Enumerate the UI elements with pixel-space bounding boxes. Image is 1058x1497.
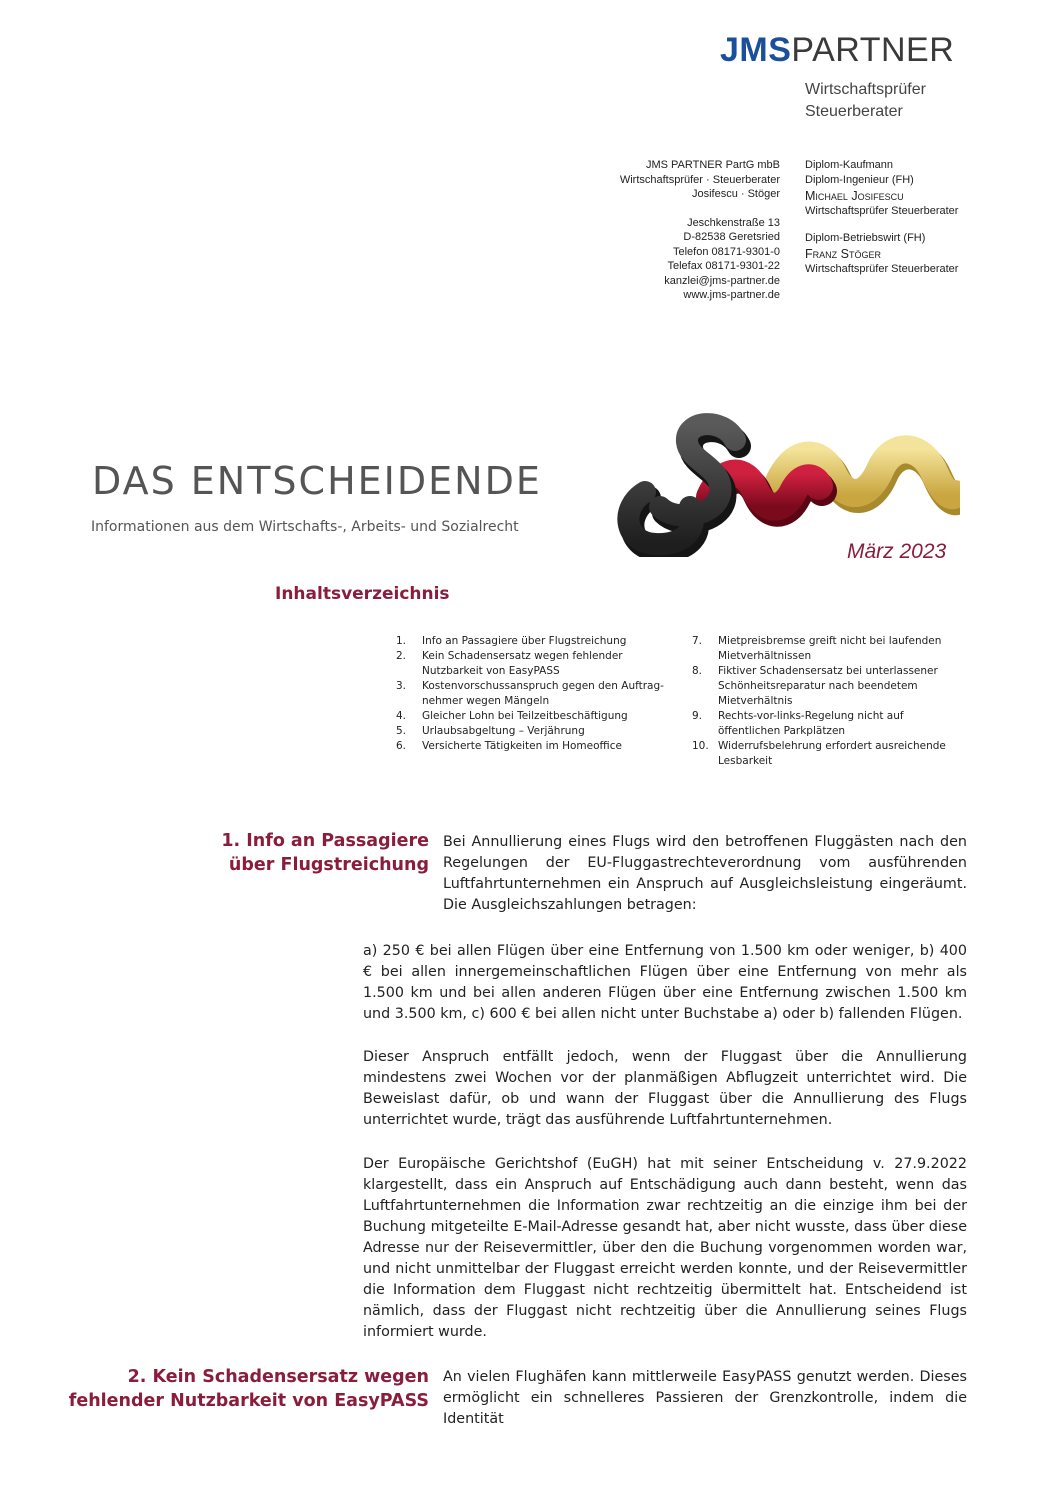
toc-item-number: 3. bbox=[396, 680, 407, 692]
section2-heading-line: fehlender Nutzbarkeit von EasyPASS bbox=[68, 1391, 429, 1411]
toc-item-text: Kostenvorschussanspruch gegen den Auftragnehmer wegen Mängeln bbox=[422, 680, 664, 707]
partners-block bbox=[805, 158, 958, 277]
toc-item[interactable] bbox=[692, 709, 964, 739]
section1-paragraph: a) 250 € bei allen Flügen über eine Entfernung von 1.500 km oder weniger, b) 400 € bei allen innergemeinschaftlichen Flügen über eine Entfernung von mehr als 1.500 km und bei allen anderen Flügen über eine Entfernung zwischen 1.500 km und 3.500 km, c) 600 € bei allen nicht unter Buchstabe a) oder b) fallenden Flügen. bbox=[363, 943, 967, 1022]
partner2-degree: Diplom-Betriebswirt (FH) bbox=[805, 232, 926, 244]
toc-item[interactable] bbox=[396, 649, 668, 679]
toc-item-text: Info an Passagiere über Flugstreichung bbox=[422, 635, 627, 647]
toc-item-text: Kein Schadensersatz wegen fehlender Nutzbarkeit von EasyPASS bbox=[422, 650, 623, 677]
section2-heading bbox=[69, 1365, 429, 1413]
section1-paragraph: Der Europäische Gerichtshof (EuGH) hat mit seiner Entscheidung v. 27.9.2022 klargestellt, dass ein Anspruch auf Entschädigung auch dann besteht, wenn das Luftfahrtunternehmen die Information zwar rechtzeitig an die einzige ihm bei der Buchung mitgeteilte E-Mail-Adresse gesandt hat, aber nicht wusste, dass über diese Adresse nur der Reisevermittler, über den die Buchung vorgenommen worden war, und nicht unmittelbar der Fluggast erreicht werden konnte, und der Reisevermittler die Information dem Fluggast nicht rechtzeitig übermittelt hat. Entscheidend ist nämlich, dass der Fluggast nicht rechtzeitig über die Annullierung seines Flugs informiert wurde. bbox=[363, 1156, 967, 1340]
firm-logo bbox=[720, 30, 954, 70]
toc-title: Inhaltsverzeichnis bbox=[275, 584, 450, 604]
address-website[interactable]: www.jms-partner.de bbox=[683, 289, 780, 301]
section1-heading-line: 1. Info an Passagiere bbox=[221, 831, 429, 851]
address-city: D-82538 Geretsried bbox=[683, 231, 780, 243]
toc-item-number: 5. bbox=[396, 725, 407, 737]
partner1-degree: Diplom-Kaufmann bbox=[805, 159, 894, 171]
logo-jms: JMS bbox=[720, 31, 792, 69]
firm-partners: Josifescu · Stöger bbox=[691, 188, 780, 200]
toc-item-number: 2. bbox=[396, 650, 407, 662]
toc-item-text: Gleicher Lohn bei Teilzeitbeschäftigung bbox=[422, 710, 628, 722]
section1-heading bbox=[221, 829, 429, 877]
paragraph-symbols-logo-icon bbox=[605, 412, 960, 557]
partner1-degree: Diplom-Ingenieur (FH) bbox=[805, 174, 914, 186]
address-phone: Telefon 08171-9301-0 bbox=[672, 245, 780, 258]
toc-item-text: Rechts-vor-links-Regelung nicht auf öffentlichen Parkplätzen bbox=[718, 710, 904, 737]
section1-paragraph: Dieser Anspruch entfällt jedoch, wenn der Fluggast über die Annullierung mindestens zwei Wochen vor der planmäßigen Abflugzeit unterrichtet wird. Die Beweislast dafür, ob und wann der Fluggast über die Annullierung des Flugs unterrichtet wurde, trägt das ausführende Luftfahrtunternehmen. bbox=[363, 1049, 967, 1128]
firm-address-block bbox=[560, 158, 780, 303]
section2-heading-line: 2. Kein Schadensersatz wegen bbox=[127, 1367, 429, 1387]
section1-paragraph: Bei Annullierung eines Flugs wird den betroffenen Fluggästen nach den Regelungen der EU-Fluggastrechteverordnung vom ausführenden Luftfahrtunternehmen ein Anspruch auf Ausgleichsleistung eingeräumt. Die Ausgleichszahlungen betragen: bbox=[443, 834, 967, 913]
profession-line: Steuerberater bbox=[805, 103, 903, 120]
profession-block bbox=[805, 79, 926, 123]
newsletter-subtitle: Informationen aus dem Wirtschafts-, Arbeits- und Sozialrecht bbox=[91, 519, 519, 535]
section1-heading-line: über Flugstreichung bbox=[228, 855, 429, 875]
toc-item-number: 7. bbox=[692, 635, 703, 647]
address-email[interactable]: kanzlei@jms-partner.de bbox=[664, 274, 780, 287]
toc-item-text: Urlaubsabgeltung – Verjährung bbox=[422, 725, 585, 737]
toc-item[interactable] bbox=[692, 664, 964, 709]
toc-item-text: Versicherte Tätigkeiten im Homeoffice bbox=[422, 740, 622, 752]
toc-item-text: Mietpreisbremse greift nicht bei laufenden Mietverhältnissen bbox=[718, 635, 942, 662]
toc-item[interactable] bbox=[396, 679, 668, 709]
toc-item-number: 4. bbox=[396, 710, 407, 722]
partner2-name: Franz Stöger bbox=[805, 247, 881, 261]
firm-name: JMS PARTNER PartG mbB bbox=[645, 159, 780, 171]
toc-item[interactable] bbox=[396, 634, 668, 649]
address-fax: Telefax 08171-9301-22 bbox=[667, 260, 780, 272]
partner1-name: Michael Josifescu bbox=[805, 189, 904, 203]
section2-paragraph: An vielen Flughäfen kann mittlerweile EasyPASS genutzt werden. Dieses ermöglicht ein schnelleres Passieren der Grenzkontrolle, indem die Identität bbox=[443, 1369, 967, 1427]
toc-item-number: 6. bbox=[396, 740, 407, 752]
toc-column-right bbox=[692, 634, 964, 769]
issue-date: März 2023 bbox=[847, 540, 947, 563]
logo-partner: PARTNER bbox=[791, 31, 955, 69]
toc-item[interactable] bbox=[396, 724, 668, 739]
toc-column-left bbox=[396, 634, 668, 754]
toc-item-number: 9. bbox=[692, 710, 703, 722]
toc-item[interactable] bbox=[396, 709, 668, 724]
toc-item-number: 10. bbox=[692, 740, 709, 752]
partner1-title: Wirtschaftsprüfer Steuerberater bbox=[805, 205, 959, 217]
toc-item-number: 8. bbox=[692, 665, 703, 677]
toc-item[interactable] bbox=[692, 634, 964, 664]
address-street: Jeschkenstraße 13 bbox=[687, 216, 780, 229]
toc-item-text: Fiktiver Schadensersatz bei unterlassener Schönheitsreparatur nach beendetem Mietverhältnis bbox=[718, 665, 938, 707]
newsletter-title: DAS ENTSCHEIDENDE bbox=[92, 459, 542, 503]
toc-item[interactable] bbox=[396, 739, 668, 754]
firm-professions: Wirtschaftsprüfer · Steuerberater bbox=[619, 173, 780, 186]
toc-item-text: Widerrufsbelehrung erfordert ausreichende Lesbarkeit bbox=[718, 740, 946, 767]
profession-line: Wirtschaftsprüfer bbox=[805, 81, 926, 98]
partner2-title: Wirtschaftsprüfer Steuerberater bbox=[805, 263, 959, 275]
toc-item-number: 1. bbox=[396, 635, 407, 647]
toc-item[interactable] bbox=[692, 739, 964, 769]
